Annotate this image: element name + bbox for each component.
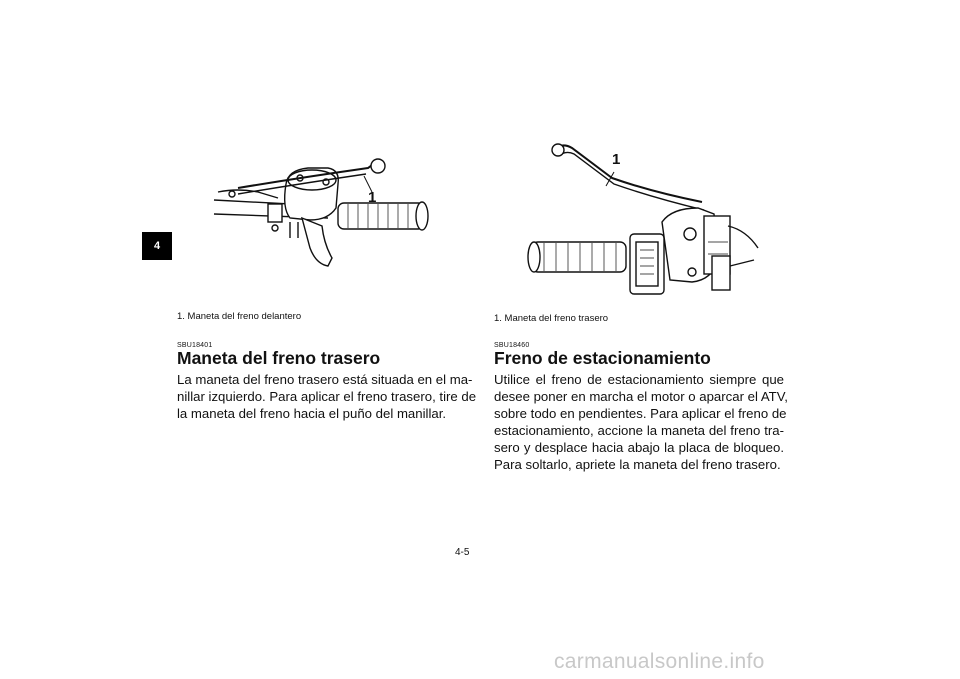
watermark: carmanualsonline.info	[554, 650, 765, 673]
body-line: estacionamiento, accione la maneta del freno tra-	[494, 423, 784, 438]
section-code: SBU18401	[177, 342, 213, 349]
body-line: sobre todo en pendientes. Para aplicar el freno de	[494, 406, 787, 421]
section-heading: Freno de estacionamiento	[494, 348, 711, 368]
body-line: la maneta del freno hacia el puño del manillar.	[177, 406, 447, 421]
rear-brake-lever-illustration	[492, 130, 784, 310]
body-line: La maneta del freno trasero está situada en el ma-	[177, 372, 473, 387]
body-line: sero y desplace hacia abajo la placa de bloqueo.	[494, 440, 784, 455]
body-line: nillar izquierdo. Para aplicar el freno trasero, tire de	[177, 389, 477, 404]
figure-caption: 1. Maneta del freno trasero	[494, 313, 609, 324]
figure-callout-number: 1	[612, 151, 621, 168]
section-heading: Maneta del freno trasero	[177, 348, 381, 368]
body-line: Utilice el freno de estacionamiento siempre que	[494, 372, 784, 387]
front-brake-lever-illustration	[178, 148, 470, 306]
body-line: Para soltarlo, apriete la maneta del freno trasero.	[494, 457, 781, 472]
section-body	[494, 371, 788, 473]
page-number: 4-5	[455, 547, 470, 558]
section-body	[177, 371, 476, 422]
section-code: SBU18460	[494, 342, 530, 349]
body-line: desee poner en marcha el motor o aparcar el ATV,	[494, 389, 788, 404]
chapter-tab: 4	[142, 232, 172, 260]
figure-caption: 1. Maneta del freno delantero	[177, 311, 302, 322]
figure-callout-number: 1	[368, 189, 377, 206]
